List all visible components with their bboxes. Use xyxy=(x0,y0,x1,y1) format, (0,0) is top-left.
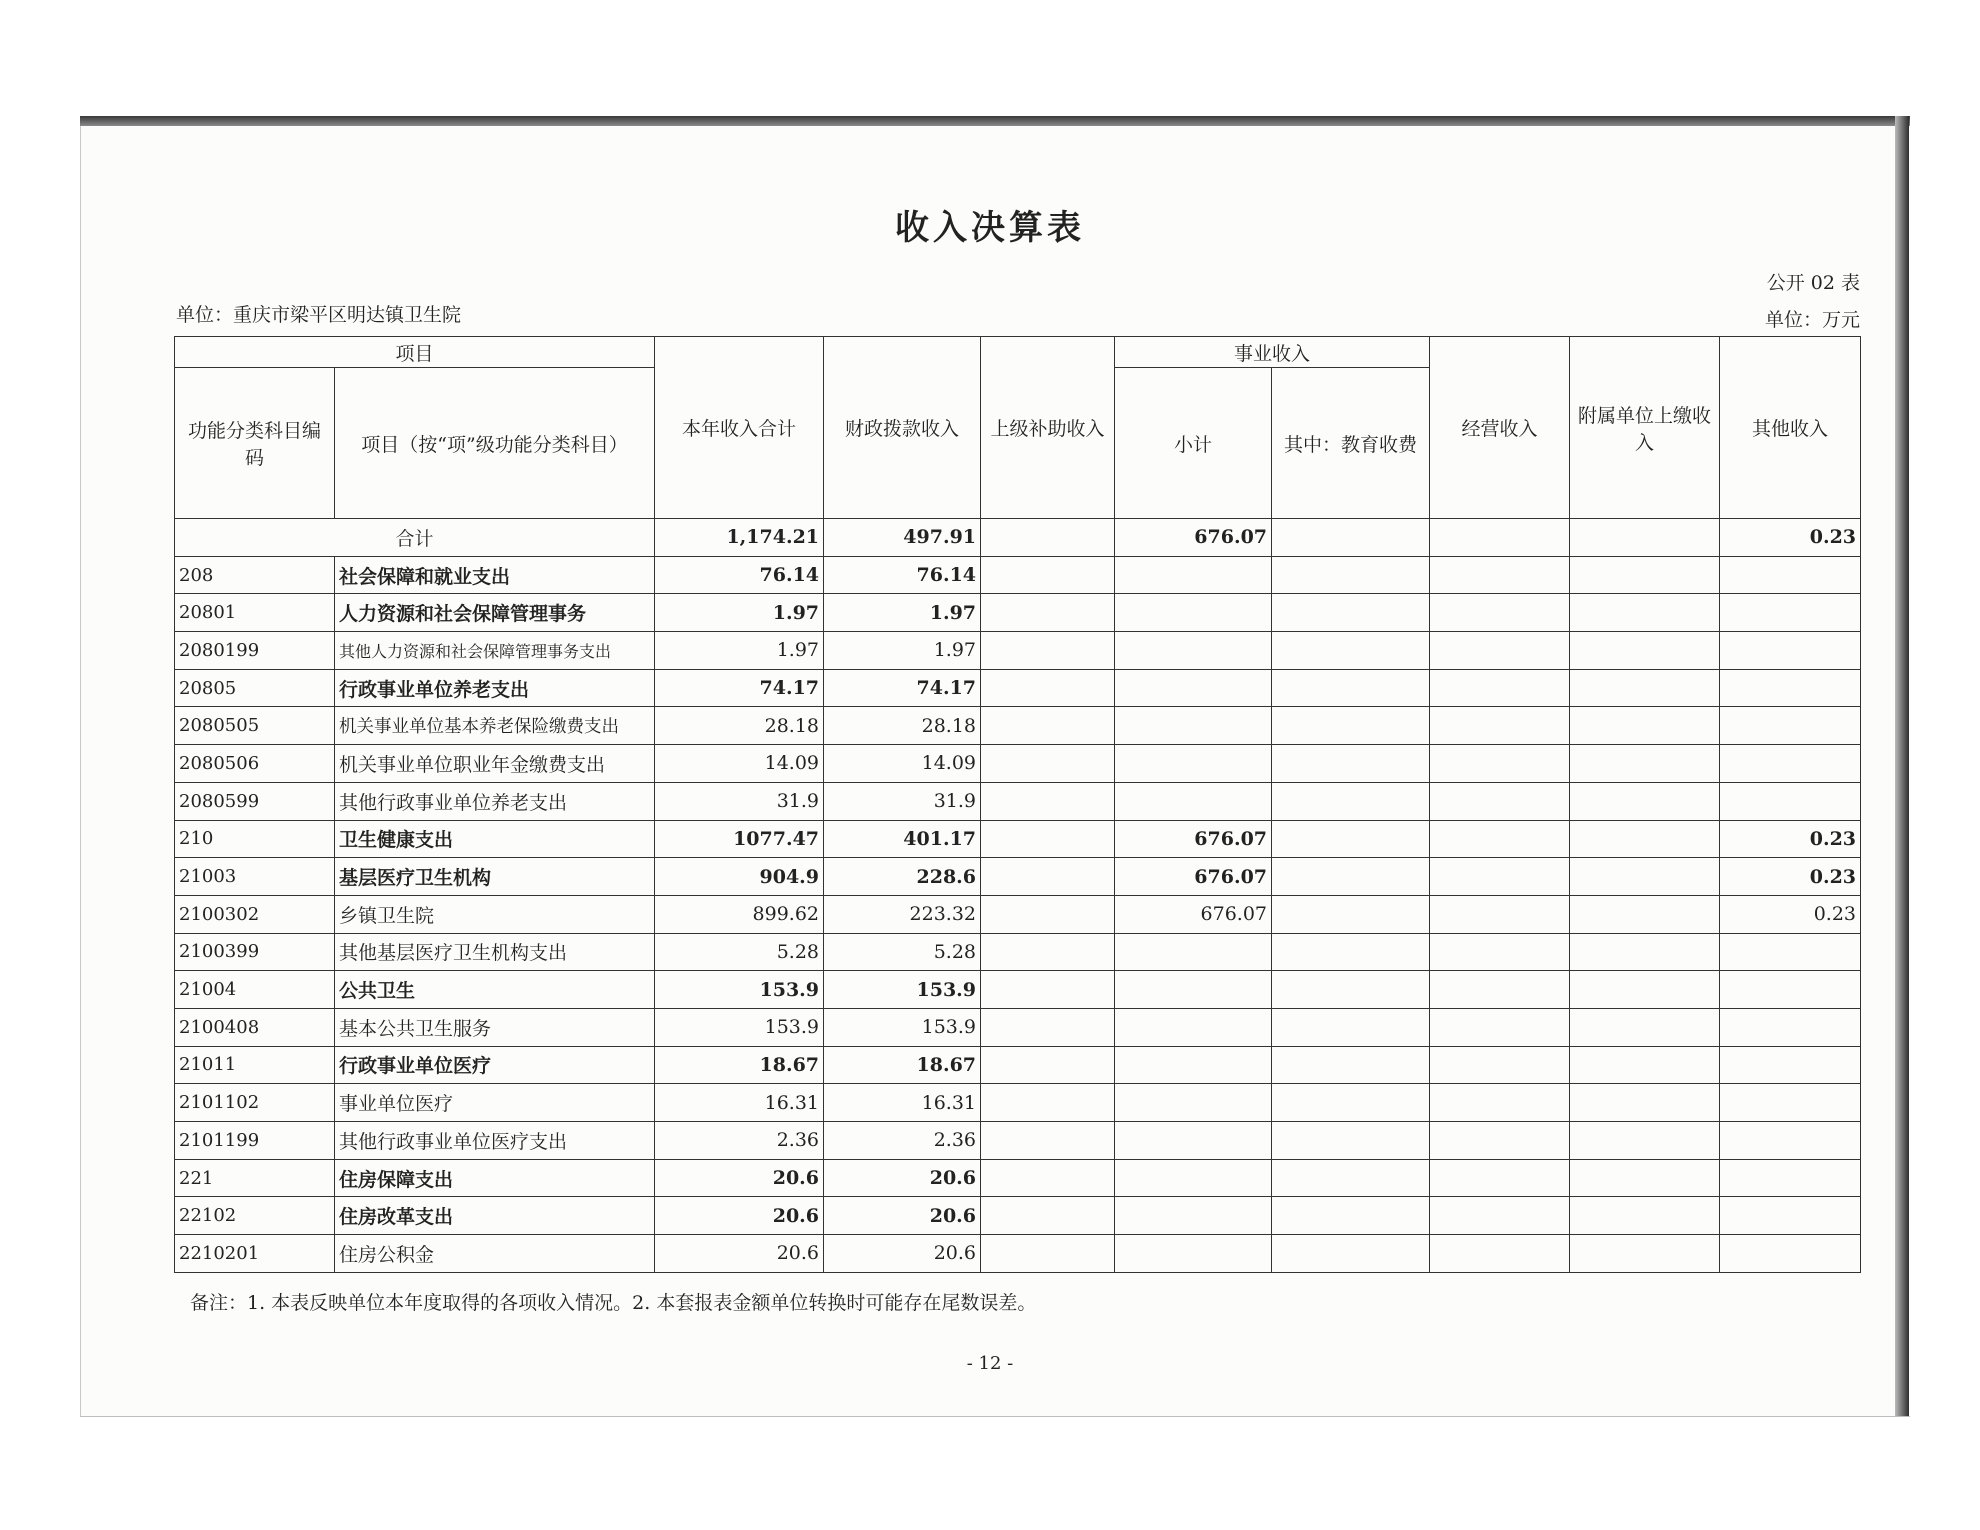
row-operating xyxy=(1430,971,1570,1009)
row-total: 16.31 xyxy=(655,1084,824,1122)
row-total: 153.9 xyxy=(655,1008,824,1046)
row-affiliated xyxy=(1570,669,1720,707)
row-code: 2101102 xyxy=(175,1084,335,1122)
row-name: 基本公共卫生服务 xyxy=(335,1008,655,1046)
row-fiscal: 31.9 xyxy=(824,782,981,820)
row-education-fee xyxy=(1272,632,1430,670)
row-education-fee xyxy=(1272,1197,1430,1235)
row-name: 卫生健康支出 xyxy=(335,820,655,858)
header-business-subtotal: 小计 xyxy=(1115,368,1272,519)
row-education-fee xyxy=(1272,1159,1430,1197)
row-affiliated xyxy=(1570,707,1720,745)
table-row xyxy=(175,632,1861,670)
row-business-subtotal xyxy=(1115,1159,1272,1197)
row-other xyxy=(1720,933,1861,971)
row-operating xyxy=(1430,1159,1570,1197)
row-other xyxy=(1720,782,1861,820)
row-business-subtotal xyxy=(1115,669,1272,707)
row-education-fee xyxy=(1272,1046,1430,1084)
header-other: 其他收入 xyxy=(1720,337,1861,519)
row-superior xyxy=(981,1197,1115,1235)
row-fiscal: 223.32 xyxy=(824,895,981,933)
row-business-subtotal xyxy=(1115,971,1272,1009)
row-code: 21011 xyxy=(175,1046,335,1084)
row-code: 2080599 xyxy=(175,782,335,820)
row-other xyxy=(1720,707,1861,745)
row-business-subtotal: 676.07 xyxy=(1115,820,1272,858)
row-total: 1.97 xyxy=(655,594,824,632)
row-operating xyxy=(1430,895,1570,933)
row-operating xyxy=(1430,858,1570,896)
header-project: 项目 xyxy=(175,337,655,368)
row-affiliated xyxy=(1570,1084,1720,1122)
row-name: 住房保障支出 xyxy=(335,1159,655,1197)
row-business-subtotal xyxy=(1115,632,1272,670)
row-code: 2100399 xyxy=(175,933,335,971)
total-label: 合计 xyxy=(175,519,655,557)
row-other xyxy=(1720,1159,1861,1197)
row-operating xyxy=(1430,556,1570,594)
row-total: 904.9 xyxy=(655,858,824,896)
row-superior xyxy=(981,782,1115,820)
row-fiscal: 20.6 xyxy=(824,1159,981,1197)
row-total: 31.9 xyxy=(655,782,824,820)
table-row xyxy=(175,669,1861,707)
row-education-fee xyxy=(1272,1084,1430,1122)
row-affiliated xyxy=(1570,556,1720,594)
row-superior xyxy=(981,933,1115,971)
row-business-subtotal xyxy=(1115,1008,1272,1046)
row-name: 人力资源和社会保障管理事务 xyxy=(335,594,655,632)
row-superior xyxy=(981,707,1115,745)
row-business-subtotal xyxy=(1115,1197,1272,1235)
row-affiliated xyxy=(1570,1046,1720,1084)
row-fiscal: 20.6 xyxy=(824,1235,981,1273)
row-fiscal: 228.6 xyxy=(824,858,981,896)
row-other xyxy=(1720,971,1861,1009)
row-name: 事业单位医疗 xyxy=(335,1084,655,1122)
row-name: 其他人力资源和社会保障管理事务支出 xyxy=(335,632,655,670)
row-other xyxy=(1720,669,1861,707)
row-fiscal: 76.14 xyxy=(824,556,981,594)
header-business-group: 事业收入 xyxy=(1115,337,1430,368)
row-operating xyxy=(1430,669,1570,707)
row-total: 5.28 xyxy=(655,933,824,971)
row-affiliated xyxy=(1570,1197,1720,1235)
row-code: 2210201 xyxy=(175,1235,335,1273)
row-fiscal: 1.97 xyxy=(824,594,981,632)
row-business-subtotal xyxy=(1115,1046,1272,1084)
row-total: 74.17 xyxy=(655,669,824,707)
total-row xyxy=(175,519,1861,557)
row-education-fee xyxy=(1272,820,1430,858)
row-code: 208 xyxy=(175,556,335,594)
row-operating xyxy=(1430,1046,1570,1084)
row-operating xyxy=(1430,594,1570,632)
row-fiscal: 20.6 xyxy=(824,1197,981,1235)
row-superior xyxy=(981,669,1115,707)
table-row xyxy=(175,1084,1861,1122)
row-superior xyxy=(981,632,1115,670)
header-code: 功能分类科目编码 xyxy=(175,368,335,519)
row-operating xyxy=(1430,707,1570,745)
row-other xyxy=(1720,1122,1861,1160)
row-affiliated xyxy=(1570,1159,1720,1197)
header-operating: 经营收入 xyxy=(1430,337,1570,519)
row-fiscal: 153.9 xyxy=(824,971,981,1009)
table-row xyxy=(175,1235,1861,1273)
row-other: 0.23 xyxy=(1720,895,1861,933)
row-affiliated xyxy=(1570,1008,1720,1046)
scan-right-edge xyxy=(1895,116,1909,1416)
row-fiscal: 18.67 xyxy=(824,1046,981,1084)
row-education-fee xyxy=(1272,1008,1430,1046)
row-total: 153.9 xyxy=(655,971,824,1009)
table-row xyxy=(175,1046,1861,1084)
row-education-fee xyxy=(1272,707,1430,745)
row-code: 22102 xyxy=(175,1197,335,1235)
row-business-subtotal xyxy=(1115,707,1272,745)
header-education-fee: 其中：教育收费 xyxy=(1272,368,1430,519)
row-other xyxy=(1720,1197,1861,1235)
row-total: 14.09 xyxy=(655,745,824,783)
row-operating xyxy=(1430,1235,1570,1273)
currency-unit: 单位：万元 xyxy=(1764,309,1860,331)
table-row xyxy=(175,820,1861,858)
row-code: 21004 xyxy=(175,971,335,1009)
row-code: 2080505 xyxy=(175,707,335,745)
header-total: 本年收入合计 xyxy=(655,337,824,519)
row-code: 2100408 xyxy=(175,1008,335,1046)
row-education-fee xyxy=(1272,933,1430,971)
row-operating xyxy=(1430,745,1570,783)
row-total: 899.62 xyxy=(655,895,824,933)
remark-note: 备注：1. 本表反映单位本年度取得的各项收入情况。2. 本套报表金额单位转换时可能存在尾数误差。 xyxy=(190,1292,1037,1314)
row-name: 其他行政事业单位养老支出 xyxy=(335,782,655,820)
header-affiliated: 附属单位上缴收入 xyxy=(1570,337,1720,519)
row-name: 乡镇卫生院 xyxy=(335,895,655,933)
row-superior xyxy=(981,1084,1115,1122)
page-number: - 12 - xyxy=(966,1353,1014,1374)
row-business-subtotal xyxy=(1115,1235,1272,1273)
scan-top-edge xyxy=(80,116,1910,126)
row-name: 公共卫生 xyxy=(335,971,655,1009)
scan-bottom-edge xyxy=(80,1416,1910,1417)
row-business-subtotal xyxy=(1115,1122,1272,1160)
row-superior xyxy=(981,1008,1115,1046)
row-business-subtotal xyxy=(1115,933,1272,971)
row-fiscal: 16.31 xyxy=(824,1084,981,1122)
row-total: 1077.47 xyxy=(655,820,824,858)
row-education-fee xyxy=(1272,669,1430,707)
row-other xyxy=(1720,1046,1861,1084)
row-total: 1.97 xyxy=(655,632,824,670)
row-affiliated xyxy=(1570,895,1720,933)
table-row xyxy=(175,971,1861,1009)
table-row xyxy=(175,1197,1861,1235)
row-affiliated xyxy=(1570,971,1720,1009)
row-operating xyxy=(1430,820,1570,858)
total-superior xyxy=(981,519,1115,557)
row-superior xyxy=(981,745,1115,783)
row-total: 18.67 xyxy=(655,1046,824,1084)
row-other: 0.23 xyxy=(1720,820,1861,858)
row-superior xyxy=(981,971,1115,1009)
row-fiscal: 74.17 xyxy=(824,669,981,707)
row-other xyxy=(1720,1235,1861,1273)
header-name: 项目（按“项”级功能分类科目） xyxy=(335,368,655,519)
table-row xyxy=(175,1159,1861,1197)
row-education-fee xyxy=(1272,782,1430,820)
total-education-fee xyxy=(1272,519,1430,557)
table-row xyxy=(175,594,1861,632)
row-education-fee xyxy=(1272,1235,1430,1273)
row-code: 2100302 xyxy=(175,895,335,933)
row-affiliated xyxy=(1570,745,1720,783)
row-education-fee xyxy=(1272,895,1430,933)
row-affiliated xyxy=(1570,1235,1720,1273)
income-table xyxy=(174,336,1861,1273)
row-total: 28.18 xyxy=(655,707,824,745)
row-business-subtotal: 676.07 xyxy=(1115,858,1272,896)
row-fiscal: 1.97 xyxy=(824,632,981,670)
table-row xyxy=(175,745,1861,783)
row-name: 基层医疗卫生机构 xyxy=(335,858,655,896)
row-name: 住房公积金 xyxy=(335,1235,655,1273)
row-total: 20.6 xyxy=(655,1197,824,1235)
reporting-unit: 单位：重庆市梁平区明达镇卫生院 xyxy=(176,304,462,326)
row-education-fee xyxy=(1272,556,1430,594)
row-name: 其他行政事业单位医疗支出 xyxy=(335,1122,655,1160)
row-code: 2101199 xyxy=(175,1122,335,1160)
row-superior xyxy=(981,820,1115,858)
row-operating xyxy=(1430,1084,1570,1122)
row-other: 0.23 xyxy=(1720,858,1861,896)
row-operating xyxy=(1430,933,1570,971)
row-code: 21003 xyxy=(175,858,335,896)
row-operating xyxy=(1430,1122,1570,1160)
header-superior: 上级补助收入 xyxy=(981,337,1115,519)
row-fiscal: 5.28 xyxy=(824,933,981,971)
table-row xyxy=(175,556,1861,594)
total-other: 0.23 xyxy=(1720,519,1861,557)
row-name: 行政事业单位医疗 xyxy=(335,1046,655,1084)
table-row xyxy=(175,933,1861,971)
total-income: 1,174.21 xyxy=(655,519,824,557)
row-other xyxy=(1720,594,1861,632)
total-business-subtotal: 676.07 xyxy=(1115,519,1272,557)
table-row xyxy=(175,1008,1861,1046)
row-operating xyxy=(1430,632,1570,670)
total-affiliated xyxy=(1570,519,1720,557)
row-affiliated xyxy=(1570,820,1720,858)
row-other xyxy=(1720,1084,1861,1122)
row-business-subtotal xyxy=(1115,745,1272,783)
row-other xyxy=(1720,632,1861,670)
row-other xyxy=(1720,556,1861,594)
table-row xyxy=(175,782,1861,820)
row-fiscal: 28.18 xyxy=(824,707,981,745)
row-affiliated xyxy=(1570,858,1720,896)
row-superior xyxy=(981,895,1115,933)
table-row xyxy=(175,858,1861,896)
row-superior xyxy=(981,1122,1115,1160)
row-superior xyxy=(981,1235,1115,1273)
table-row xyxy=(175,1122,1861,1160)
row-name: 行政事业单位养老支出 xyxy=(335,669,655,707)
row-affiliated xyxy=(1570,782,1720,820)
row-education-fee xyxy=(1272,745,1430,783)
row-fiscal: 2.36 xyxy=(824,1122,981,1160)
row-business-subtotal xyxy=(1115,594,1272,632)
row-operating xyxy=(1430,1197,1570,1235)
row-business-subtotal xyxy=(1115,782,1272,820)
row-code: 20801 xyxy=(175,594,335,632)
row-code: 221 xyxy=(175,1159,335,1197)
row-business-subtotal xyxy=(1115,1084,1272,1122)
row-name: 其他基层医疗卫生机构支出 xyxy=(335,933,655,971)
row-total: 20.6 xyxy=(655,1159,824,1197)
row-education-fee xyxy=(1272,594,1430,632)
row-total: 2.36 xyxy=(655,1122,824,1160)
row-name: 住房改革支出 xyxy=(335,1197,655,1235)
row-operating xyxy=(1430,782,1570,820)
row-code: 210 xyxy=(175,820,335,858)
header-fiscal: 财政拨款收入 xyxy=(824,337,981,519)
row-affiliated xyxy=(1570,632,1720,670)
row-superior xyxy=(981,1046,1115,1084)
page-title: 收入决算表 xyxy=(895,208,1085,248)
row-superior xyxy=(981,1159,1115,1197)
row-code: 2080199 xyxy=(175,632,335,670)
row-name: 社会保障和就业支出 xyxy=(335,556,655,594)
row-total: 20.6 xyxy=(655,1235,824,1273)
form-number: 公开 02 表 xyxy=(1766,272,1860,294)
row-fiscal: 401.17 xyxy=(824,820,981,858)
row-total: 76.14 xyxy=(655,556,824,594)
total-fiscal: 497.91 xyxy=(824,519,981,557)
row-other xyxy=(1720,1008,1861,1046)
table-row xyxy=(175,707,1861,745)
row-superior xyxy=(981,594,1115,632)
row-fiscal: 14.09 xyxy=(824,745,981,783)
row-other xyxy=(1720,745,1861,783)
row-superior xyxy=(981,556,1115,594)
row-affiliated xyxy=(1570,1122,1720,1160)
row-code: 20805 xyxy=(175,669,335,707)
row-operating xyxy=(1430,1008,1570,1046)
row-code: 2080506 xyxy=(175,745,335,783)
row-education-fee xyxy=(1272,971,1430,1009)
row-business-subtotal xyxy=(1115,556,1272,594)
row-affiliated xyxy=(1570,594,1720,632)
table-row xyxy=(175,895,1861,933)
row-name: 机关事业单位基本养老保险缴费支出 xyxy=(335,707,655,745)
row-education-fee xyxy=(1272,1122,1430,1160)
row-name: 机关事业单位职业年金缴费支出 xyxy=(335,745,655,783)
row-fiscal: 153.9 xyxy=(824,1008,981,1046)
row-education-fee xyxy=(1272,858,1430,896)
row-business-subtotal: 676.07 xyxy=(1115,895,1272,933)
total-operating xyxy=(1430,519,1570,557)
row-superior xyxy=(981,858,1115,896)
row-affiliated xyxy=(1570,933,1720,971)
